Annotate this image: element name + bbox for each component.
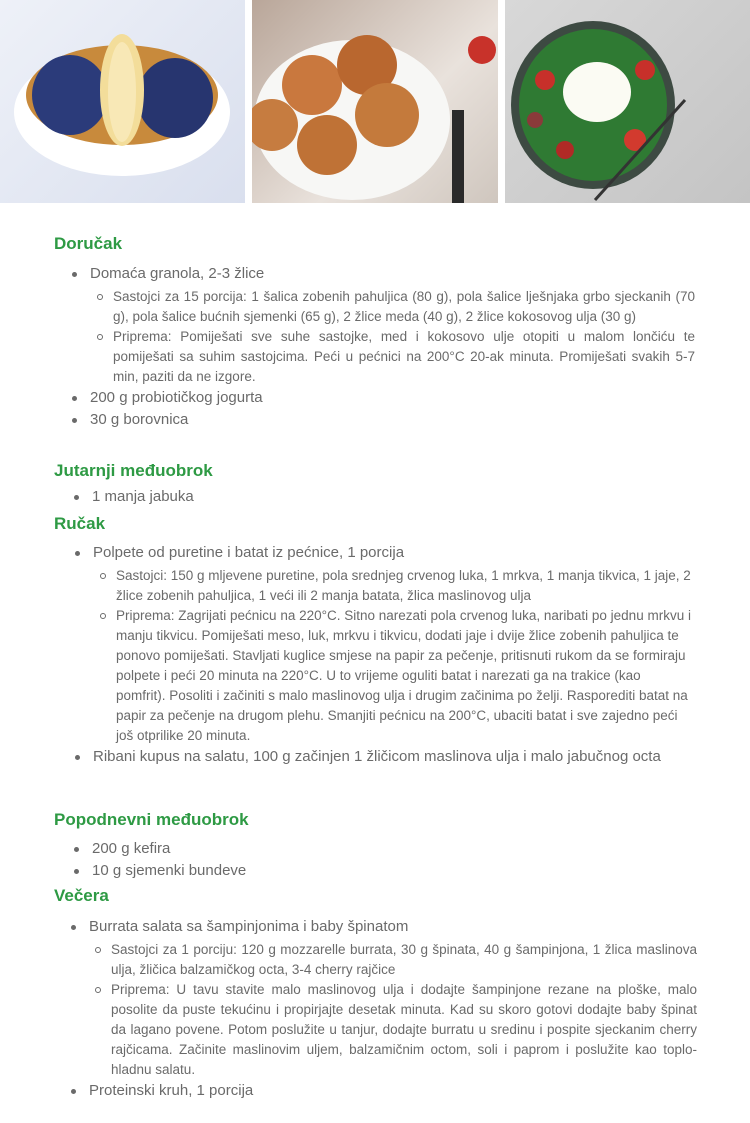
sublist <box>113 287 695 387</box>
dinner-list <box>89 916 697 1102</box>
photo-strip <box>0 0 750 203</box>
list-item: 1 manja jabuka <box>92 486 692 508</box>
section-heading-dinner: Večera <box>54 886 109 905</box>
list-item <box>90 263 695 387</box>
sublist-item: Sastojci: 150 g mljevene puretine, pola srednjeg crvenog luka, 1 mrkva, 1 manja tikvica, 1 jaje, 2 žlice zobenih pahuljica, 1 veći ili 2 manja batata, žlica maslinovog ulja <box>116 566 693 606</box>
list-item <box>93 542 693 746</box>
list-item: 200 g probiotičkog jogurta <box>90 387 695 409</box>
granola-bowl-photo <box>0 0 245 203</box>
list-item <box>89 916 697 1080</box>
burrata-salad-photo <box>505 0 750 203</box>
section-heading-morning-snack: Jutarnji međuobrok <box>54 461 213 480</box>
item-text: Burrata salata sa šampinjonima i baby špinatom <box>89 918 409 935</box>
meatballs-bowl-photo <box>252 0 498 203</box>
sublist-item: Sastojci za 1 porciju: 120 g mozzarelle burrata, 30 g špinata, 40 g šampinjona, 1 žlica maslinova ulja, žličica balzamičkog octa, 3-4 cherry rajčice <box>111 940 697 980</box>
list-item: 30 g borovnica <box>90 409 695 431</box>
sublist <box>111 940 697 1080</box>
list-item: Proteinski kruh, 1 porcija <box>89 1080 697 1102</box>
sublist-item: Sastojci za 15 porcija: 1 šalica zobenih pahuljica (80 g), pola šalice lješnjaka grbo sjeckanih (70 g), pola šalice bućnih sjemenki (65 g), 2 žlice meda (40 g), 2 žlice kokosovog ulja (30 g) <box>113 287 695 327</box>
sublist-item: Priprema: Zagrijati pećnicu na 220°C. Sitno narezati pola crvenog luka, naribati po jednu mrkvu i manju tikvicu. Pomiješati meso, luk, mrkvu i tikvicu, dodati jaje i dvije žlice zobenih pahuljica te ponovo pomiješati. Stavljati kuglice smjese na papir za pečenje, pritisnuti rukom da se formiraju polpete i peći 20 minuta na 220°C. U to vrijeme oguliti batat i narezati ga na trakice (kao pomfrit). Posoliti i začiniti s malo maslinovog ulja i drugim začinima po želji. Rasporediti batat na papir za pečenje na drugom plehu. Smanjiti pećnicu na 200°C, ubaciti batat i sve zajedno peći još otprilike 20 minuta. <box>116 606 693 746</box>
breakfast-list <box>90 263 695 431</box>
morning-snack-list <box>92 486 692 508</box>
item-text: Polpete od puretine i batat iz pećnice, 1 porcija <box>93 544 405 561</box>
afternoon-snack-list <box>92 838 692 882</box>
list-item: 200 g kefira <box>92 838 692 860</box>
section-heading-breakfast: Doručak <box>54 234 123 253</box>
lunch-list <box>93 542 693 768</box>
section-heading-afternoon-snack: Popodnevni međuobrok <box>54 810 249 829</box>
item-text: Domaća granola, 2-3 žlice <box>90 265 265 282</box>
sublist-item: Priprema: U tavu stavite malo maslinovog ulja i dodajte šampinjone rezane na ploške, malo posolite da puste tekućinu i propirjajte desetak minuta. Kad su skoro gotovi dodajte baby špinat da lagano povene. Potom poslužite u tanjur, dodajte burratu u sredinu i pospite sjeckanim cherry rajčicama. Začinite maslinovim uljem, balzamičnim octom, soli i paprom i poslužite kao toplo-hladnu salatu. <box>111 980 697 1080</box>
list-item: 10 g sjemenki bundeve <box>92 860 692 882</box>
list-item: Ribani kupus na salatu, 100 g začinjen 1 žličicom maslinova ulja i malo jabučnog octa <box>93 746 693 768</box>
sublist-item: Priprema: Pomiješati sve suhe sastojke, med i kokosovo ulje otopiti u malom lončiću te pomiješati sa suhim sastojcima. Peći u pećnici na 200°C 20-ak minuta. Promiješati svakih 5-7 min, paziti da ne izgore. <box>113 327 695 387</box>
sublist <box>116 566 693 746</box>
section-heading-lunch: Ručak <box>54 514 106 533</box>
